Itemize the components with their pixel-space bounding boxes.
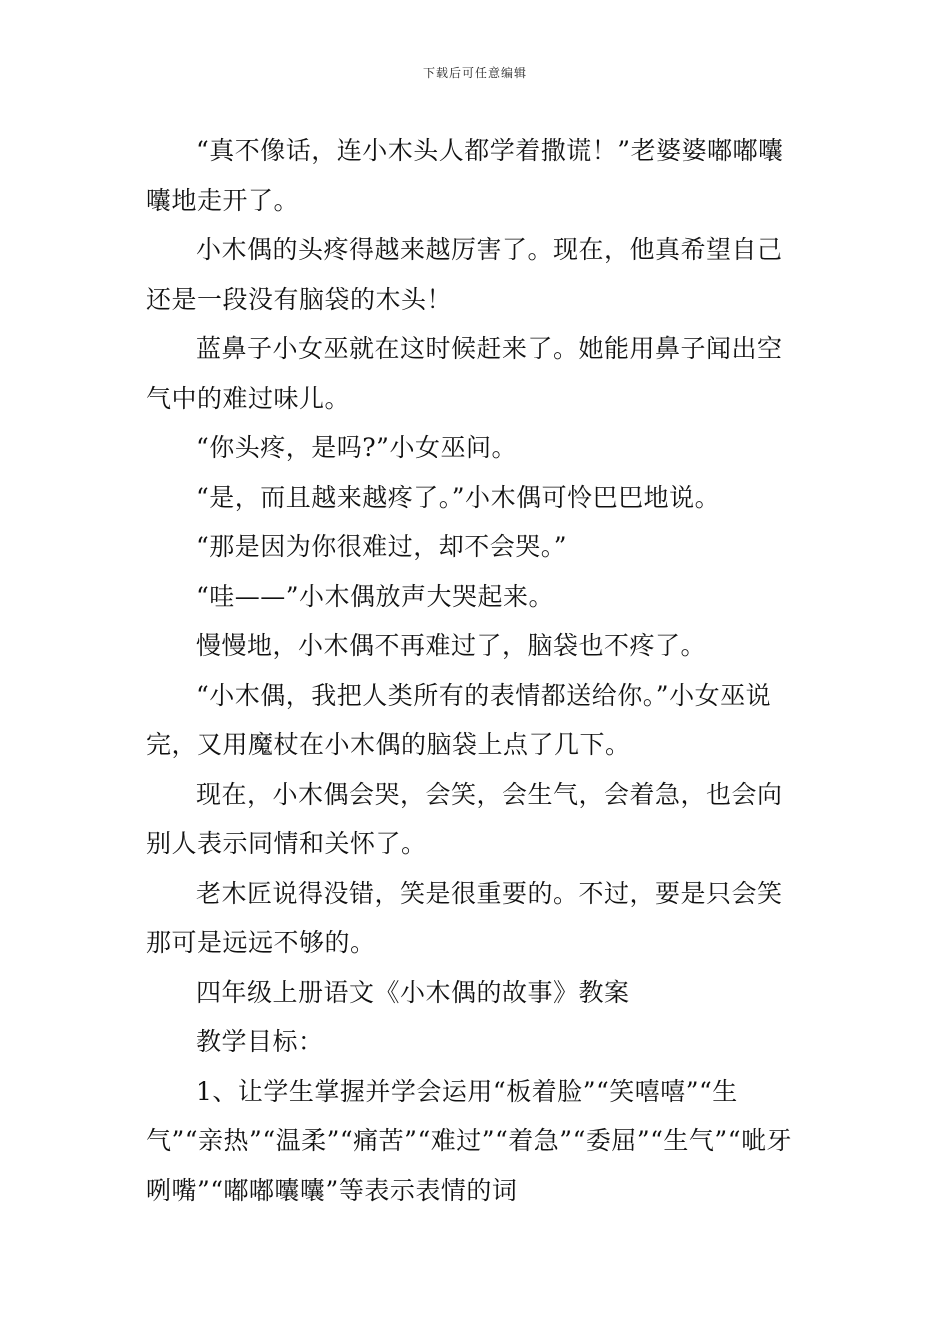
page-header-note: 下载后可任意编辑: [422, 66, 527, 80]
paragraph-1: “真不像话，连小木头人都学着撒谎！”老婆婆嘟嘟囔囔地走开了。: [146, 136, 784, 215]
lesson-plan-title: 四年级上册语文《小木偶的故事》教案: [196, 977, 630, 1007]
paragraph-8: 慢慢地，小木偶不再难过了，脑袋也不疼了。: [196, 631, 707, 660]
paragraph-2: 小木偶的头疼得越来越厉害了。现在，他真希望自己还是一段没有脑袋的木头！: [146, 235, 783, 314]
teaching-goal-1: 1、让学生掌握并学会运用“板着脸”“笑嘻嘻”“生气”“亲热”“温柔”“痛苦”“难过”“着急”“委屈”“生气”“呲牙咧嘴”“嘟嘟囔囔”等表示表情的词: [146, 1076, 792, 1205]
paragraph-3: 蓝鼻子小女巫就在这时候赶来了。她能用鼻子闻出空气中的难过味儿。: [146, 334, 783, 413]
paragraph-5: “是，而且越来越疼了。”小木偶可怜巴巴地说。: [196, 482, 721, 512]
paragraph-9: “小木偶，我把人类所有的表情都送给你。”小女巫说完，又用魔杖在小木偶的脑袋上点了几下。: [146, 680, 772, 759]
paragraph-10: 现在，小木偶会哭，会笑，会生气，会着急，也会向别人表示同情和关怀了。: [146, 779, 783, 858]
paragraph-11: 老木匠说得没错，笑是很重要的。不过，要是只会笑那可是远远不够的。: [146, 878, 783, 957]
teaching-goals-heading: 教学目标：: [196, 1027, 324, 1056]
paragraph-4: “你头疼，是吗?”小女巫问。: [196, 433, 517, 462]
paragraph-7: “哇——”小木偶放声大哭起来。: [196, 581, 555, 611]
paragraph-6: “那是因为你很难过，却不会哭。”: [196, 532, 568, 561]
document-body: [146, 126, 806, 1215]
